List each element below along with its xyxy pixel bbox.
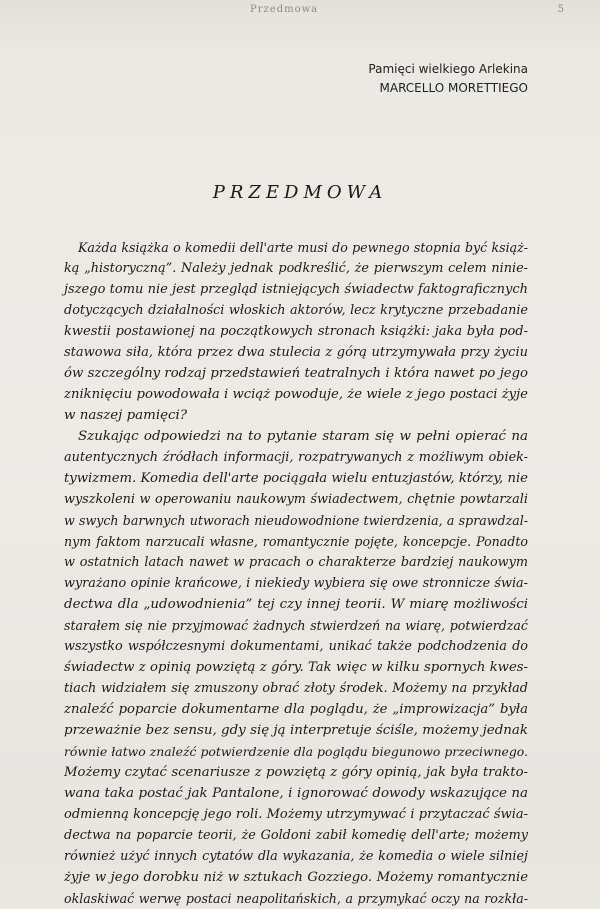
text-line: również użyć innych cytatów dla wykazania, że komedia o wiele silniej bbox=[64, 849, 528, 864]
text-line: ów szczególny rodzaj przedstawień teatralnych i która nawet po jego bbox=[64, 366, 528, 381]
text-line: ką „historyczną”. Należy jednak podkreślić, że pierwszym celem ninie- bbox=[64, 261, 528, 276]
text-line: znaleźć poparcie dokumentarne dla poglądu, że „improwizacja” była bbox=[64, 702, 528, 717]
dedication-line-1: Pamięci wielkiego Arlekina bbox=[368, 62, 528, 76]
page-number: 5 bbox=[557, 4, 564, 15]
text-line: wszystko współczesnymi dokumentami, unikać także podchodzenia do bbox=[64, 639, 528, 654]
text-line: dotyczących działalności włoskich aktorów, lecz krytyczne przebadanie bbox=[64, 303, 528, 318]
dedication bbox=[368, 60, 528, 98]
text-line: w naszej pamięci? bbox=[64, 408, 188, 423]
text-line: w swych barwnych utworach nieudowodnione twierdzenia, a sprawdzal- bbox=[64, 513, 528, 528]
text-line: nym faktom narzucali własne, romantycznie pojęte, koncepcje. Ponadto bbox=[64, 534, 528, 549]
body-text bbox=[64, 237, 528, 909]
dedication-line-2: MARCELLO MORETTIEGO bbox=[379, 81, 528, 95]
text-line: w ostatnich latach nawet w pracach o charakterze bardziej naukowym bbox=[64, 555, 528, 570]
text-line: dectwa na poparcie teorii, że Goldoni zabił komedię dell'arte; możemy bbox=[64, 828, 528, 843]
chapter-title: PRZEDMOWA bbox=[212, 182, 388, 203]
text-line: wyszkoleni w operowaniu naukowym świadectwem, chętnie powtarzali bbox=[64, 492, 528, 507]
text-line: wyrażano opinie krańcowe, i niekiedy wybiera się owe stronnicze świa- bbox=[64, 576, 528, 591]
text-line: jszego tomu nie jest przegląd istniejących świadectw faktograficznych bbox=[64, 282, 528, 297]
text-line: świadectw z opinią powziętą z góry. Tak więc w kilku spornych kwes- bbox=[64, 660, 528, 675]
text-line: równie łatwo znaleźć potwierdzenie dla poglądu biegunowo przeciwnego. bbox=[64, 744, 528, 759]
text-line: kwestii postawionej na początkowych stronach książki: jaka była pod- bbox=[64, 324, 528, 339]
text-line: Każda książka o komedii dell'arte musi do pewnego stopnia być książ- bbox=[78, 240, 528, 255]
text-line: tiach widziałem się zmuszony obrać złoty środek. Możemy na przykład bbox=[64, 681, 528, 696]
running-head: Przedmowa bbox=[250, 4, 319, 15]
text-line: autentycznych źródłach informacji, rozpatrywanych z możliwym obiek- bbox=[64, 450, 528, 465]
text-line: tywizmem. Komedia dell'arte pociągała wielu entuzjastów, którzy, nie bbox=[64, 471, 528, 486]
text-line: stawowa siła, która przez dwa stulecia z górą utrzymywała przy życiu bbox=[64, 345, 528, 360]
text-line: żyje w jego dorobku niż w sztukach Gozziego. Możemy romantycznie bbox=[64, 870, 528, 885]
text-line: dectwa dla „udowodnienia” tej czy innej teorii. W miarę możliwości bbox=[64, 597, 528, 612]
text-line: zniknięciu powodowała i wciąż powoduje, że wiele z jego postaci żyje bbox=[64, 387, 528, 402]
text-line: wana taka postać jak Pantalone, i ignorować dowody wskazujące na bbox=[64, 786, 528, 801]
text-line: Możemy czytać scenariusze z powziętą z góry opinią, jak była trakto- bbox=[64, 765, 528, 780]
text-line: starałem się nie przyjmować żadnych stwierdzeń na wiarę, potwierdzać bbox=[64, 618, 528, 633]
text-line: oklaskiwać werwę postaci neapolitańskich, a przymykać oczy na rozkła- bbox=[64, 891, 528, 906]
text-line: przeważnie bez sensu, gdy się ją interpretuje ściśle, możemy jednak bbox=[64, 723, 528, 738]
text-line: Szukając odpowiedzi na to pytanie staram się w pełni opierać na bbox=[78, 429, 528, 444]
text-line: odmienną koncepcję jego roli. Możemy utrzymywać i przytaczać świa- bbox=[64, 807, 528, 822]
